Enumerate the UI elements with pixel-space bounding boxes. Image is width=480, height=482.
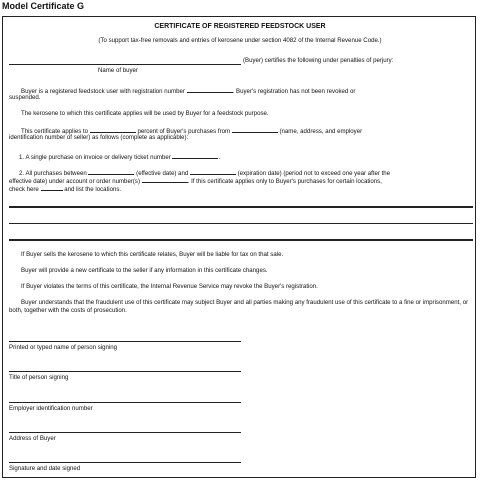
registration-paragraph: Buyer is a registered feedstock user with registration number . Buyer's registration has not been revoked or — [21, 88, 356, 95]
signature-label: Signature and date signed — [9, 465, 81, 472]
buyer-name-label: Name of buyer — [98, 67, 138, 74]
applies-to-paragraph-end: identification number of seller) as follows (complete as applicable): — [9, 134, 189, 141]
all-purchases-item-end: check here and list the locations. — [9, 186, 122, 193]
signer-title-line[interactable] — [9, 371, 241, 372]
certificate-frame — [2, 16, 476, 478]
certificate-subtitle: (To support tax-free removals and entries of kerosene under section 4082 of the Internal Revenue Code.) — [98, 37, 382, 44]
feedstock-purpose-paragraph: The kerosene to which this certificate applies will be used by Buyer for a feedstock purpose. — [21, 110, 269, 117]
locations-line-2[interactable] — [9, 223, 473, 224]
buyer-address-line[interactable] — [9, 432, 241, 433]
applies-to-paragraph: This certificate applies to percent of Buyer's purchases from (name, address, and employer — [21, 128, 363, 135]
locations-line-3[interactable] — [9, 239, 473, 241]
seller-field[interactable] — [232, 126, 278, 133]
effective-date-field[interactable] — [88, 168, 134, 175]
statement-liability: If Buyer sells the kerosene to which this certificate relates, Buyer will be liable for tax on that sale. — [21, 251, 284, 258]
form-heading: Model Certificate G — [2, 1, 85, 11]
single-purchase-item: 1. A single purchase on invoice or delivery ticket number . — [19, 154, 221, 161]
statement-fraud: Buyer understands that the fraudulent use of this certificate may subject Buyer and all parties making any fraudulent use of this certificate to a fine or imprisonment, or both, together with the costs of prosecution. — [9, 299, 469, 314]
statement-new-certificate: Buyer will provide a new certificate to the seller if any information in this certificate changes. — [21, 267, 268, 274]
registration-number-field[interactable] — [187, 86, 233, 93]
all-purchases-item-cont: effective date) under account or order number(s) . If this certificate applies only to Buyer's purchases for certain locations, — [9, 178, 382, 185]
buyer-address-label: Address of Buyer — [9, 435, 56, 442]
certificate-title: CERTIFICATE OF REGISTERED FEEDSTOCK USER — [154, 23, 326, 30]
registration-paragraph-end: suspended. — [9, 94, 41, 101]
ein-line[interactable] — [9, 402, 241, 403]
all-purchases-item: 2. All purchases between (effective date) and (expiration date) (period not to exceed one year after the — [19, 170, 391, 177]
statement-revocation: If Buyer violates the terms of this certificate, the Internal Revenue Service may revoke the Buyer's registration. — [21, 283, 318, 290]
signer-name-line[interactable] — [9, 341, 241, 342]
buyer-name-field[interactable] — [9, 56, 241, 65]
expiration-date-field[interactable] — [190, 168, 236, 175]
account-number-field[interactable] — [142, 176, 188, 183]
locations-checkbox-field[interactable] — [41, 184, 63, 191]
buyer-certifies-text: (Buyer) certifies the following under penalties of perjury: — [243, 57, 394, 64]
ein-label: Employer identification number — [9, 405, 93, 412]
percent-field[interactable] — [90, 126, 136, 133]
locations-line-1[interactable] — [9, 206, 473, 208]
signer-title-label: Title of person signing — [9, 374, 69, 381]
signer-name-label: Printed or typed name of person signing — [9, 344, 118, 351]
signature-line[interactable] — [9, 462, 241, 463]
invoice-number-field[interactable] — [172, 152, 218, 159]
